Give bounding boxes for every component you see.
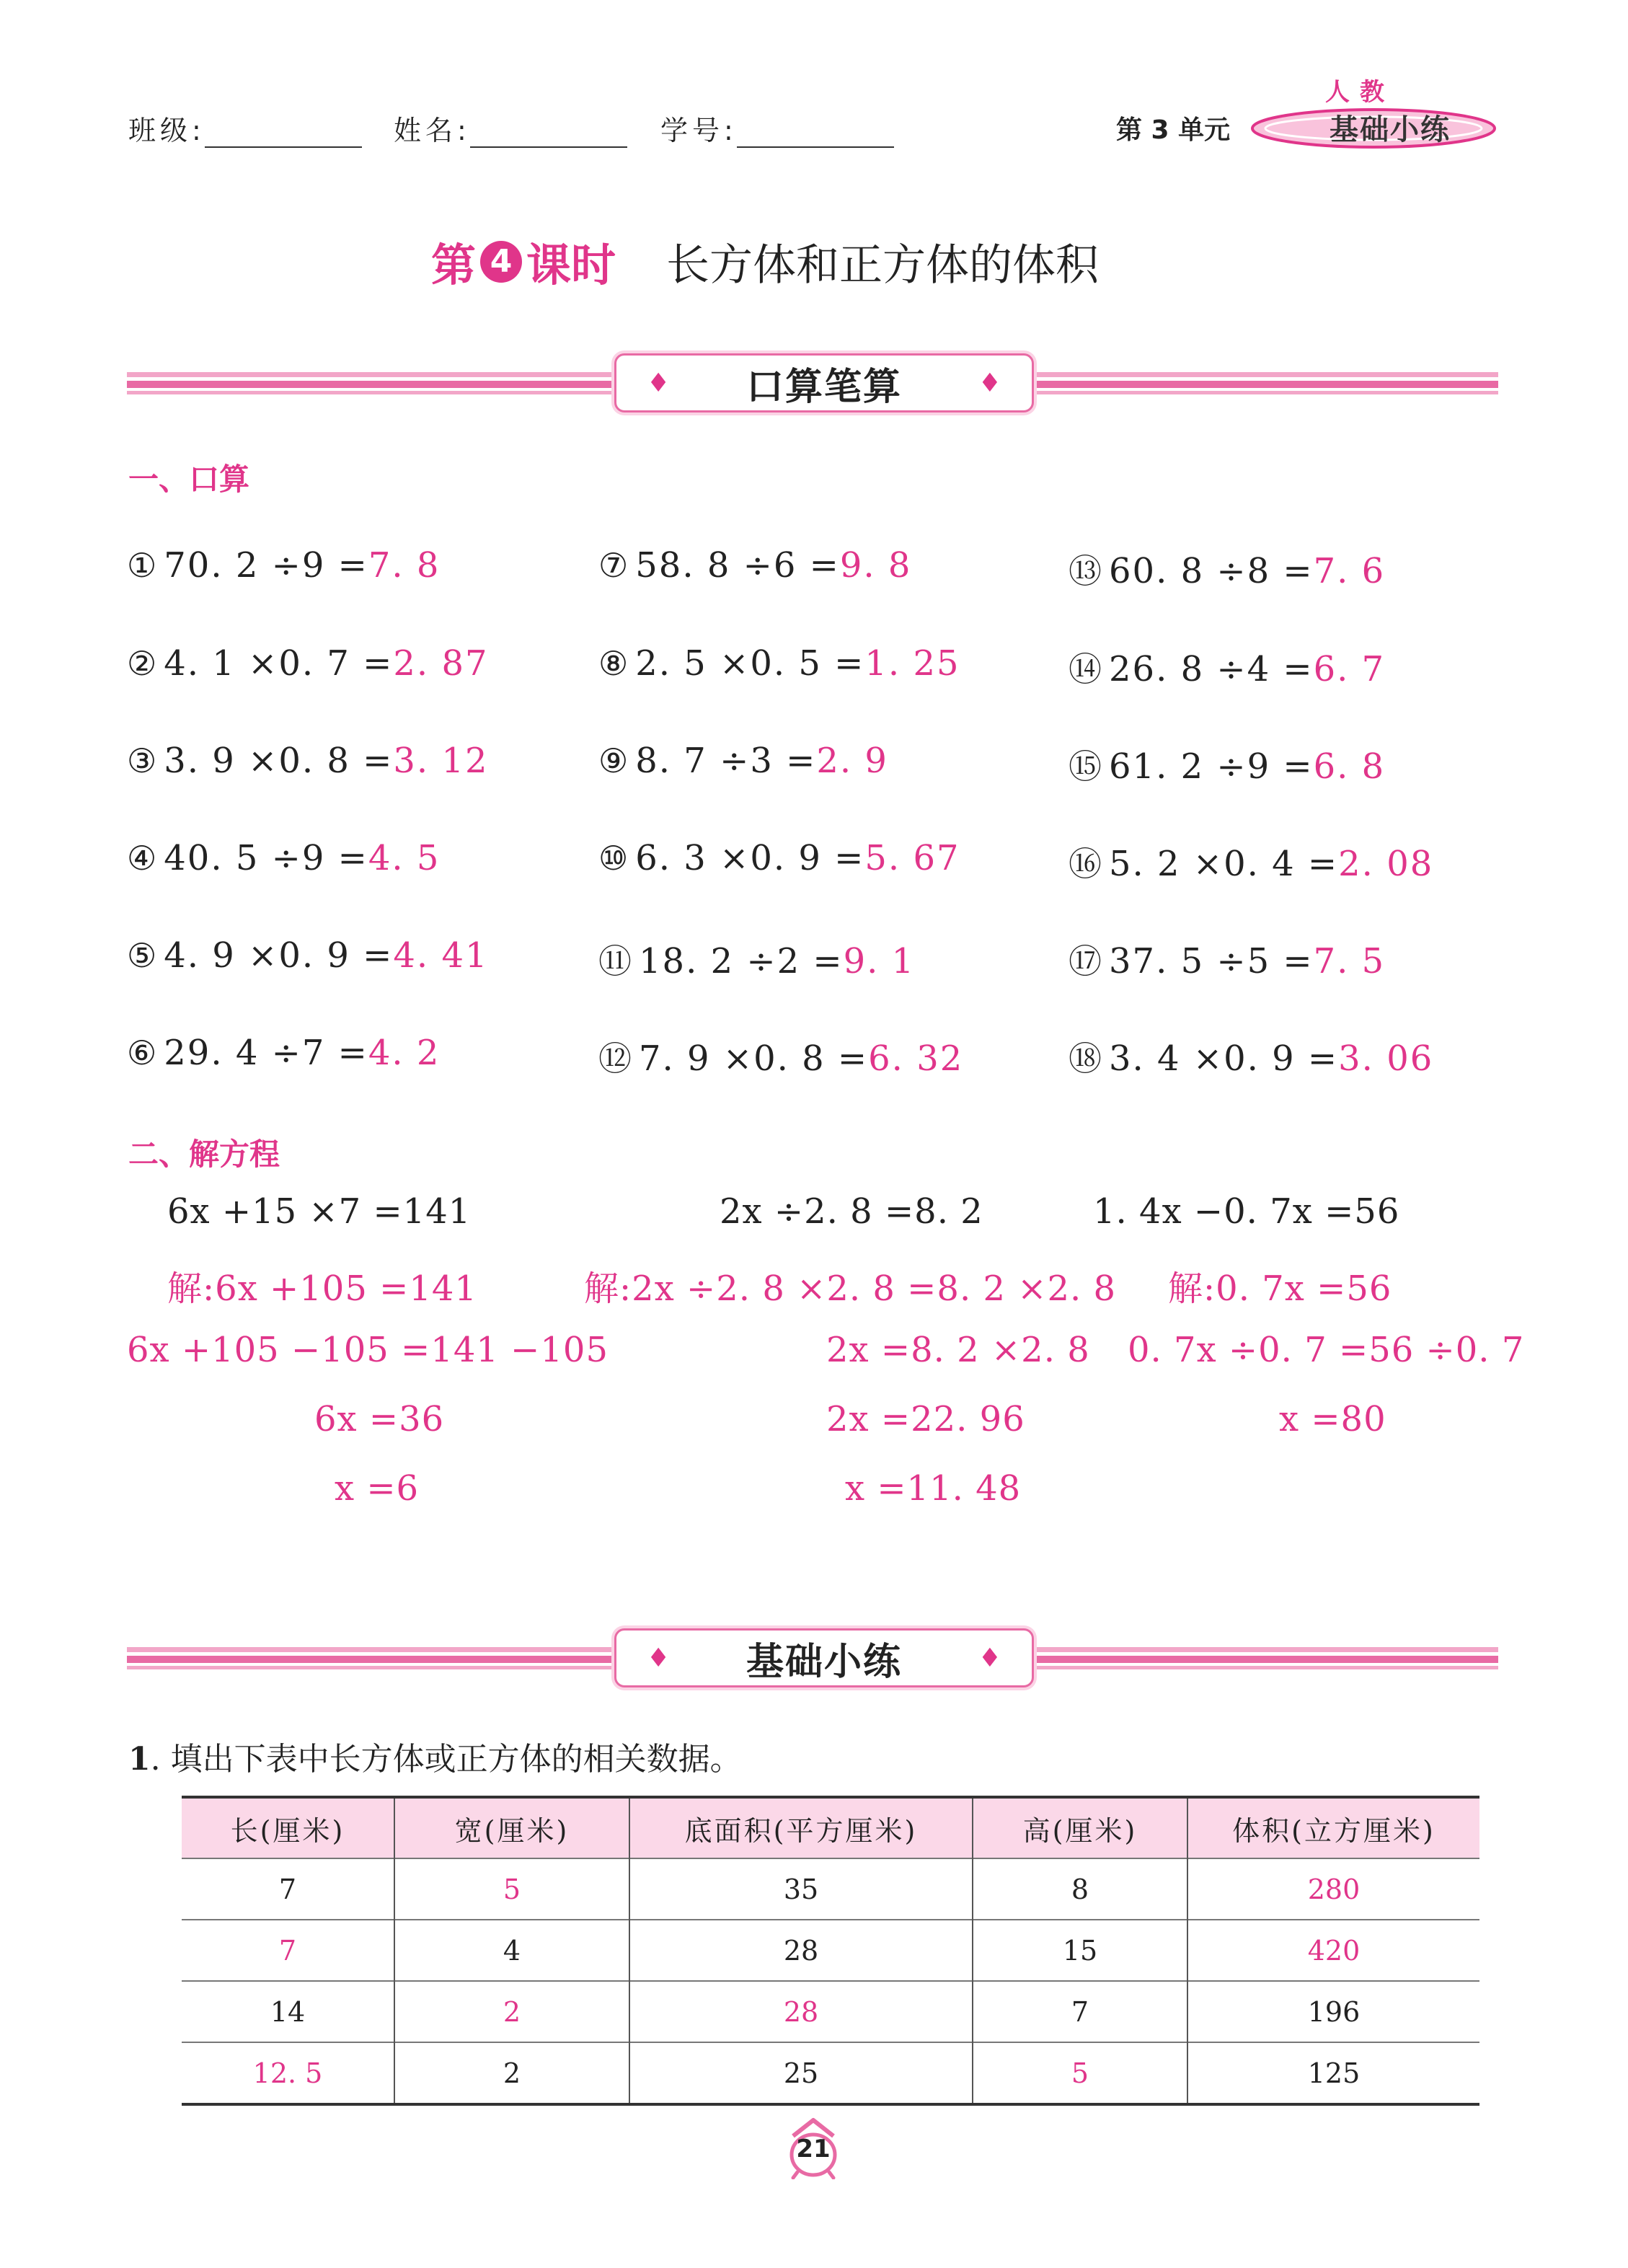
- equation-step: 解:0. 7x =56: [1168, 1268, 1392, 1309]
- table-header-row: [182, 1797, 1479, 1858]
- diamond-icon: ♦: [978, 368, 1001, 398]
- table-cell: 2: [394, 2042, 629, 2104]
- answer: 4. 41: [393, 935, 489, 976]
- lesson-topic: 长方体和正方体的体积: [666, 239, 1100, 291]
- oral-item: ⑬ 60. 8 ÷8 =7. 6: [1069, 551, 1386, 591]
- question-1: [128, 1733, 742, 1779]
- unit-label: 第 3 单元: [1116, 115, 1231, 145]
- equation-step: x =80: [1279, 1399, 1386, 1439]
- part-title-equations: 二、解方程: [128, 1137, 280, 1172]
- answer: 7. 5: [1313, 941, 1386, 981]
- equation-step: 2x =8. 2 ×2. 8: [826, 1330, 1090, 1370]
- oral-item: ⑥ 29. 4 ÷7 =4. 2: [127, 1033, 441, 1073]
- lesson-title: [431, 229, 1099, 294]
- table-cell-answer: 2: [394, 1981, 629, 2042]
- answer: 3. 06: [1338, 1038, 1434, 1079]
- table-cell: 25: [629, 2042, 973, 2104]
- answer: 4. 2: [368, 1033, 441, 1073]
- table-cell: 7: [973, 1981, 1187, 2042]
- oral-item: ② 4. 1 ×0. 7 =2. 87: [127, 643, 489, 684]
- equation-step: 2x =22. 96: [826, 1399, 1025, 1439]
- lesson-suffix: 课时: [526, 239, 616, 291]
- diamond-icon: ♦: [647, 368, 671, 398]
- part-title-oral: 一、口算: [128, 462, 250, 497]
- answer: 7. 8: [368, 545, 441, 586]
- diamond-icon: ♦: [647, 1643, 671, 1673]
- column-header: 宽(厘米): [394, 1797, 629, 1858]
- answer: 1. 25: [864, 643, 960, 684]
- table-row: [182, 1981, 1479, 2042]
- table-cell: 125: [1187, 2042, 1479, 2104]
- table-cell: 7: [182, 1858, 394, 1920]
- section-banner-title: 基础小练: [746, 1640, 902, 1684]
- lesson-prefix: 第: [431, 239, 477, 291]
- oral-item: ⑯ 5. 2 ×0. 4 =2. 08: [1069, 844, 1434, 884]
- oral-item: ⑪ 18. 2 ÷2 =9. 1: [598, 941, 916, 981]
- equation-step: x =11. 48: [845, 1468, 1022, 1509]
- table-cell-answer: 5: [394, 1858, 629, 1920]
- oral-item: ⑩ 6. 3 ×0. 9 =5. 67: [598, 838, 960, 878]
- table-cell: 196: [1187, 1981, 1479, 2042]
- oral-item: ① 70. 2 ÷9 =7. 8: [127, 545, 441, 586]
- section-banner-basics: [614, 1628, 1034, 1687]
- question-number: 1: [128, 1741, 151, 1778]
- table-row: [182, 2042, 1479, 2104]
- badge-series-title: 基础小练: [1330, 113, 1451, 146]
- equation-step: 解:6x +105 =141: [167, 1268, 477, 1309]
- oral-item: ⑭ 26. 8 ÷4 =6. 7: [1069, 649, 1386, 689]
- answer: 6. 32: [868, 1038, 964, 1079]
- name-blank[interactable]: [470, 146, 627, 148]
- column-header: 长(厘米): [182, 1797, 394, 1858]
- table-cell-answer: 12. 5: [182, 2042, 394, 2104]
- oral-item: ⑫ 7. 9 ×0. 8 =6. 32: [598, 1038, 964, 1079]
- page-number: 21: [796, 2135, 831, 2163]
- section-banner-title: 口算笔算: [746, 365, 902, 409]
- answer: 3. 12: [393, 741, 489, 781]
- equation-step: 6x +105 −105 =141 −105: [127, 1330, 609, 1370]
- answer: 9. 1: [843, 941, 916, 981]
- table-row: [182, 1920, 1479, 1981]
- cuboid-data-table: [182, 1796, 1479, 2106]
- answer: 2. 87: [393, 643, 489, 684]
- oral-item: ⑰ 37. 5 ÷5 =7. 5: [1069, 941, 1386, 981]
- answer: 9. 8: [839, 545, 912, 586]
- equation-question: 1. 4x −0. 7x =56: [1093, 1191, 1400, 1232]
- table-cell-answer: 7: [182, 1920, 394, 1981]
- oral-item: ⑧ 2. 5 ×0. 5 =1. 25: [598, 643, 960, 684]
- name-label: 姓名:: [394, 115, 471, 146]
- oral-item: ③ 3. 9 ×0. 8 =3. 12: [127, 741, 489, 781]
- column-header: 高(厘米): [973, 1797, 1187, 1858]
- student-id-label: 学号:: [660, 115, 738, 146]
- class-label: 班级:: [128, 115, 205, 146]
- oral-item: ⑦ 58. 8 ÷6 =9. 8: [598, 545, 912, 586]
- equation-step: 0. 7x ÷0. 7 =56 ÷0. 7: [1128, 1330, 1525, 1370]
- diamond-icon: ♦: [978, 1643, 1001, 1673]
- table-cell: 8: [973, 1858, 1187, 1920]
- answer: 5. 67: [864, 838, 960, 878]
- table-cell: 4: [394, 1920, 629, 1981]
- table-cell: 28: [629, 1920, 973, 1981]
- question-text: . 填出下表中长方体或正方体的相关数据。: [150, 1741, 742, 1778]
- answer: 6. 7: [1313, 649, 1386, 689]
- table-cell-answer: 280: [1187, 1858, 1479, 1920]
- lesson-number-badge: 4: [480, 241, 522, 283]
- oral-item: ⑨ 8. 7 ÷3 =2. 9: [598, 741, 888, 781]
- column-header: 底面积(平方厘米): [629, 1797, 973, 1858]
- table-cell-answer: 420: [1187, 1920, 1479, 1981]
- table-cell-answer: 5: [973, 2042, 1187, 2104]
- equation-step: x =6: [335, 1468, 420, 1509]
- class-blank[interactable]: [205, 146, 362, 148]
- oral-item: ⑮ 61. 2 ÷9 =6. 8: [1069, 746, 1386, 787]
- table-cell: 15: [973, 1920, 1187, 1981]
- table-cell-answer: 28: [629, 1981, 973, 2042]
- answer: 2. 08: [1338, 844, 1434, 884]
- student-id-blank[interactable]: [737, 146, 894, 148]
- oral-item: ④ 40. 5 ÷9 =4. 5: [127, 838, 441, 878]
- lesson-label: [431, 229, 616, 294]
- table-cell: 35: [629, 1858, 973, 1920]
- equation-step: 解:2x ÷2. 8 ×2. 8 =8. 2 ×2. 8: [584, 1268, 1117, 1309]
- answer: 4. 5: [368, 838, 441, 878]
- section-banner-oral: [614, 353, 1034, 412]
- equation-question: 6x +15 ×7 =141: [167, 1191, 472, 1232]
- badge-publisher: 人教: [1325, 78, 1394, 107]
- table-cell: 14: [182, 1981, 394, 2042]
- answer: 2. 9: [816, 741, 888, 781]
- answer: 7. 6: [1313, 551, 1386, 591]
- oral-item: ⑤ 4. 9 ×0. 9 =4. 41: [127, 935, 489, 976]
- answer: 6. 8: [1313, 746, 1386, 787]
- equation-question: 2x ÷2. 8 =8. 2: [720, 1191, 983, 1232]
- oral-item: ⑱ 3. 4 ×0. 9 =3. 06: [1069, 1038, 1434, 1079]
- column-header: 体积(立方厘米): [1187, 1797, 1479, 1858]
- table-row: [182, 1858, 1479, 1920]
- equation-step: 6x =36: [314, 1399, 445, 1439]
